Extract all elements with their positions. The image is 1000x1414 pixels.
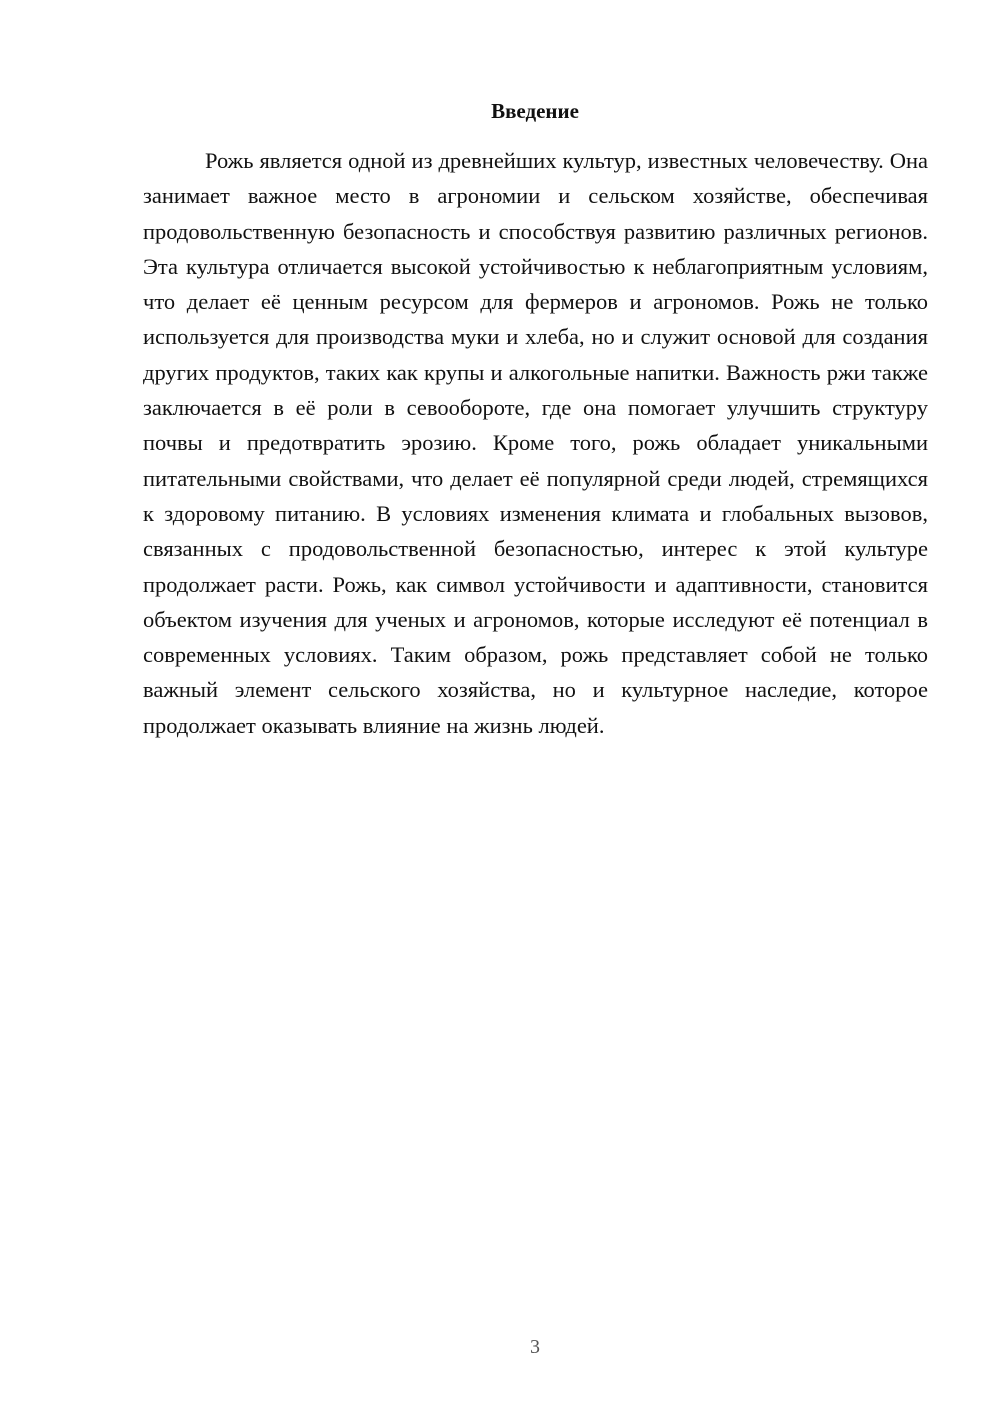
page-number: 3: [530, 1336, 540, 1358]
section-title: Введение: [491, 99, 579, 123]
body-paragraph: Рожь является одной из древнейших культур, известных человечеству. Она занимает важное место в агрономии и сельском хозяйстве, обеспечивая продовольственную безопасность и способствуя развитию различных регионов. Эта культура отличается высокой устойчивостью к неблагоприятным условиям, что делает её ценным ресурсом для фермеров и агрономов. Рожь не только используется для производства муки и хлеба, но и служит основой для создания других продуктов, таких как крупы и алкогольные напитки. Важность ржи также заключается в её роли в севообороте, где она помогает улучшить структуру почвы и предотвратить эрозию. Кроме того, рожь обладает уникальными питательными свойствами, что делает её популярной среди людей, стремящихся к здоровому питанию. В условиях изменения климата и глобальных вызовов, связанных с продовольственной безопасностью, интерес к этой культуре продолжает расти. Рожь, как символ устойчивости и адаптивности, становится объектом изучения для ученых и агрономов, которые исследуют её потенциал в современных условиях. Таким образом, рожь представляет собой не только важный элемент сельского хозяйства, но и культурное наследие, которое продолжает оказывать влияние на жизнь людей.: [143, 148, 928, 738]
